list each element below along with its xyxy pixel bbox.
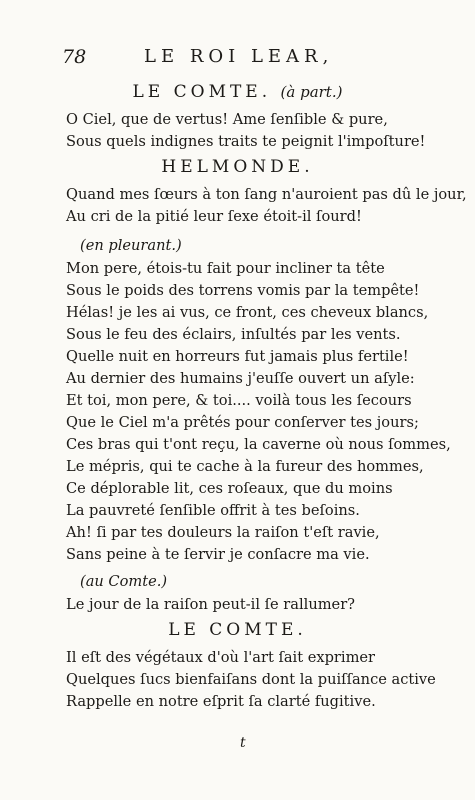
stage-direction: (au Comte.) — [80, 573, 168, 590]
verse-line: Rappelle en notre eſprit ſa clarté fugitive. — [66, 693, 376, 710]
verse-line: Ah! ſi par tes douleurs la raiſon t'eſt ravie, — [66, 524, 380, 541]
verse-line: Sous le poids des torrens vomis par la tempête! — [66, 282, 420, 299]
verse-line: La pauvreté ſenſible offrit à tes beſoins. — [66, 502, 360, 519]
verse-line: Sans peine à te ſervir je conſacre ma vie. — [66, 546, 370, 563]
speaker-heading-comte-1 — [0, 82, 475, 102]
verse-line: Il eſt des végétaux d'où l'art ſait exprimer — [66, 649, 376, 666]
verse-line: O Ciel, que de vertus! Ame ſenſible & pure, — [66, 111, 388, 128]
page-header — [62, 44, 442, 72]
stage-direction: (en pleurant.) — [80, 237, 182, 254]
verse-line: Et toi, mon pere, & toi.... voilà tous les ſecours — [66, 392, 412, 409]
speaker-heading-comte-2 — [0, 620, 475, 640]
page-number: 78 — [62, 46, 87, 68]
verse-line: Au dernier des humains j'euſſe ouvert un aſyle: — [66, 370, 415, 387]
verse-line: Le jour de la raiſon peut-il ſe rallumer? — [66, 596, 355, 613]
speaker-name: LE COMTE. — [168, 620, 307, 640]
running-title: LE ROI LEAR, — [144, 46, 334, 67]
verse-line: Au cri de la pitié leur ſexe étoit-il ſourd! — [66, 208, 362, 225]
signature-mark: t — [240, 735, 246, 751]
speaker-name: LE COMTE. — [132, 82, 272, 102]
verse-line: Sous le feu des éclairs, inſultés par les vents. — [66, 326, 401, 343]
verse-line: Hélas! je les ai vus, ce front, ces cheveux blancs, — [66, 304, 429, 321]
verse-line: Ces bras qui t'ont reçu, la caverne où nous ſommes, — [66, 436, 451, 453]
verse-line: Sous quels indignes traits te peignit l'impoſture! — [66, 133, 426, 150]
verse-line: Le mépris, qui te cache à la fureur des hommes, — [66, 458, 424, 475]
verse-line: Que le Ciel m'a prêtés pour conſerver tes jours; — [66, 414, 419, 431]
verse-line: Mon pere, étois-tu fait pour incliner ta tête — [66, 260, 385, 277]
stage-direction: (à part.) — [280, 83, 343, 101]
speaker-heading-helmonde — [0, 157, 475, 177]
verse-line: Quelle nuit en horreurs fut jamais plus fertile! — [66, 348, 409, 365]
speaker-name: HELMONDE. — [161, 157, 314, 177]
verse-line: Ce déplorable lit, ces roſeaux, que du moins — [66, 480, 393, 497]
verse-line: Quand mes ſœurs à ton ſang n'auroient pas dû le jour, — [66, 186, 467, 203]
verse-line: Quelques ſucs bienfaiſans dont la puiſſance active — [66, 671, 436, 688]
